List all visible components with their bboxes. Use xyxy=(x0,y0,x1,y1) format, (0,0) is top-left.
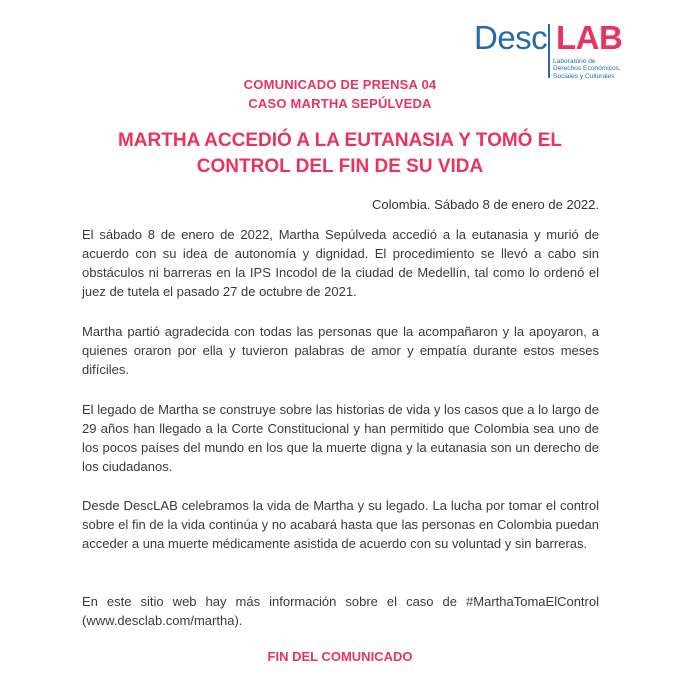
paragraph-2: Martha partió agradecida con todas las personas que la acompañaron y la apoyaron, a quienes oraron por ella y tuvieron palabras de amor y empatía durante estos meses difíciles. xyxy=(82,324,599,377)
logo-lab-text: LAB xyxy=(556,19,623,56)
paragraph-1: El sábado 8 de enero de 2022, Martha Sepúlveda accedió a la eutanasia y murió de acuerdo con su idea de autonomía y dignidad. El procedimiento se llevó a cabo sin obstáculos ni barreras en la IPS Incodol de la ciudad de Medellín, tal como lo ordenó el juez de tutela el pasado 27 de octubre de 2021. xyxy=(82,227,599,299)
desclab-logo xyxy=(474,18,654,82)
logo-subtitle-line: Derechos Económicos, xyxy=(553,65,621,73)
headline-line-1: MARTHA ACCEDIÓ A LA EUTANASIA Y TOMÓ EL xyxy=(117,130,563,151)
logo-subtitle-line: Laboratorio de xyxy=(553,58,596,65)
page-title xyxy=(0,128,680,180)
paragraph-4: Desde DescLAB celebramos la vida de Martha y su legado. La lucha por tomar el control sobre el fin de la vida continúa y no acabará hasta que las personas en Colombia puedan acceder a una muerte médicamente asistida de acuerdo con su voluntad y sin barreras. xyxy=(82,498,599,551)
logo-divider xyxy=(548,24,550,78)
paragraph-3: El legado de Martha se construye sobre las historias de vida y los casos que a lo largo de 29 años han llegado a la Corte Constitucional y han permitido que Colombia sea uno de los pocos países del mundo en los que la muerte digna y la eutanasia son un derecho de los ciudadanos. xyxy=(82,402,599,474)
end-of-release: FIN DEL COMUNICADO xyxy=(267,649,413,664)
paragraph-5: En este sitio web hay más información sobre el caso de #MarthaTomaElControl (www.desclab.com/martha). xyxy=(82,594,599,628)
logo-desc-text: Desc xyxy=(474,19,548,56)
logo-subtitle-line: Sociales y Culturales xyxy=(553,72,615,80)
headline-line-2: CONTROL DEL FIN DE SU VIDA xyxy=(196,156,484,177)
dateline: Colombia. Sábado 8 de enero de 2022. xyxy=(372,197,599,212)
case-name: CASO MARTHA SEPÚLVEDA xyxy=(248,96,432,111)
press-release-number: COMUNICADO DE PRENSA 04 xyxy=(243,77,437,92)
